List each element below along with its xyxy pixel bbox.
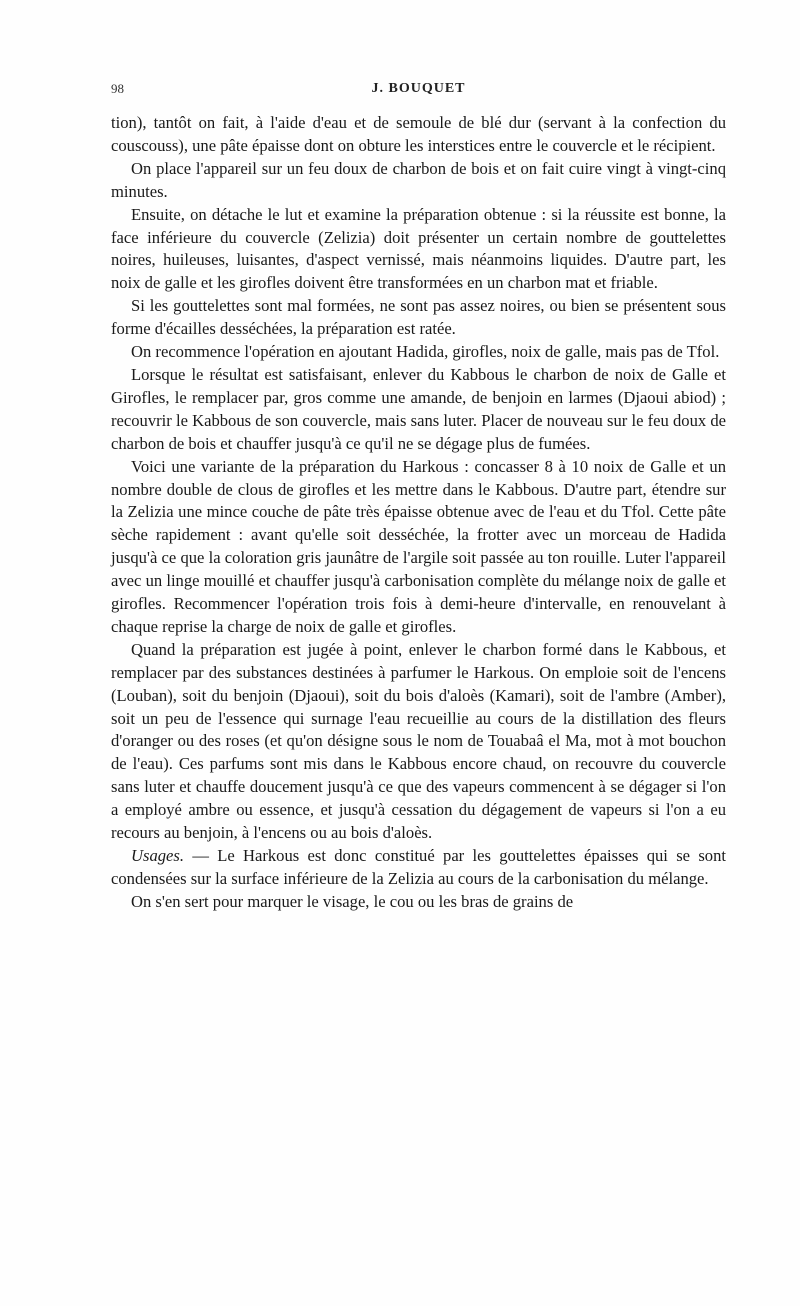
- paragraph: Lorsque le résultat est satisfaisant, enlever du Kabbous le charbon de noix de Galle et Girofles, le remplacer par, gros comme une amande, de benjoin en larmes (Djaoui abiod) ; recouvrir le Kabbous de son couvercle, mais sans luter. Placer de nouveau sur le feu doux de charbon de bois et chauffer jusqu'à ce qu'il ne se dégage plus de fumées.: [111, 364, 726, 453]
- paragraph: Ensuite, on détache le lut et examine la préparation obtenue : si la réussite est bonne, la face inférieure du couvercle (Zelizia) doit présenter un certain nombre de gouttelettes noires, huileuses, luisantes, d'aspect vernissé, mais néanmoins liquides. D'autre part, les noix de galle et les girofles doivent être transformées en un charbon mat et friable.: [111, 204, 726, 293]
- paragraph: tion), tantôt on fait, à l'aide d'eau et de semoule de blé dur (servant à la confection du couscouss), une pâte épaisse dont on obture les interstices entre le couvercle et le récipient.: [111, 113, 726, 155]
- paragraph: On place l'appareil sur un feu doux de charbon de bois et on fait cuire vingt à vingt-cinq minutes.: [111, 158, 726, 201]
- page-number: 98: [111, 81, 124, 96]
- usages-text: — Le Harkous est donc constitué par les gouttelettes épaisses qui se sont condensées sur la surface inférieure de la Zelizia au cours de la carbonisation du mélange.: [111, 846, 726, 888]
- usages-label: Usages.: [131, 846, 185, 865]
- paragraph: Si les gouttelettes sont mal formées, ne sont pas assez noires, ou bien se présentent sous forme d'écailles desséchées, la préparation est ratée.: [111, 296, 726, 339]
- page-header: [111, 81, 726, 103]
- usages-paragraph: [111, 845, 726, 891]
- body-text: [111, 112, 726, 914]
- final-paragraph: On s'en sert pour marquer le visage, le cou ou les bras de grains de: [131, 891, 574, 911]
- paragraph: Quand la préparation est jugée à point, enlever le charbon formé dans le Kabbous, et remplacer par des substances destinées à parfumer le Harkous. On emploie soit de l'encens (Louban), soit du benjoin (Djaoui), soit du bois d'aloès (Kamari), soit de l'ambre (Amber), soit un peu de l'essence qui surnage l'eau recueillie au cours de la distillation des fleurs d'oranger ou des roses (et qu'on désigne sous le nom de Touabaâ el Ma, mot à mot bouchon de l'eau). Ces parfums sont mis dans le Kabbous encore chaud, on recouvre du couvercle sans luter et chauffe doucement jusqu'à ce que des vapeurs commencent à se dégager si l'on a employé ambre ou essence, et jusqu'à cessation du dégagement de vapeurs si l'on a eu recours au benjoin, à l'encens ou au bois d'aloès.: [111, 639, 726, 843]
- running-head: J. BOUQUET: [371, 81, 466, 96]
- paragraph: On recommence l'opération en ajoutant Hadida, girofles, noix de galle, mais pas de Tfol.: [131, 342, 720, 362]
- paragraph: Voici une variante de la préparation du Harkous : concasser 8 à 10 noix de Galle et un nombre double de clous de girofles et les mettre dans le Kabbous. D'autre part, étendre sur la Zelizia une mince couche de pâte très épaisse obtenue avec de l'eau et du Tfol. Cette pâte sèche rapidement : avant qu'elle soit desséchée, la frotter avec un morceau de Hadida jusqu'à ce que la coloration gris jaunâtre de l'argile soit passée au ton rouille. Luter l'appareil avec un linge mouillé et chauffer jusqu'à carbonisation complète du mélange noix de galle et girofles. Recommencer l'opération trois fois à demi-heure d'intervalle, en renouvelant à chaque reprise la charge de noix de galle et girofles.: [111, 456, 726, 636]
